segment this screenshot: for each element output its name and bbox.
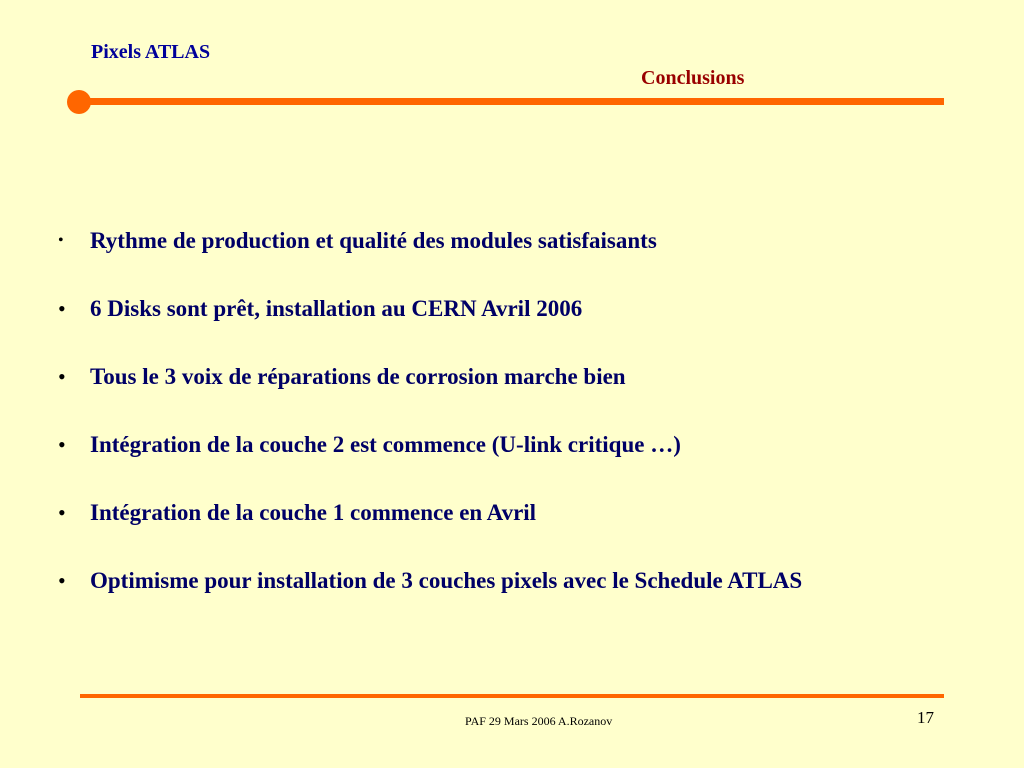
bottom-divider xyxy=(80,694,944,698)
bullet-icon: • xyxy=(58,364,66,389)
page-number: 17 xyxy=(917,708,934,727)
orange-dot-icon xyxy=(67,90,91,114)
bullet-icon: • xyxy=(58,232,64,249)
bullet-icon: • xyxy=(58,500,66,525)
top-divider xyxy=(78,98,944,105)
list-item xyxy=(58,293,582,325)
list-item xyxy=(58,361,626,393)
bullet-text: Rythme de production et qualité des modules satisfaisants xyxy=(90,228,657,253)
bullet-text: Optimisme pour installation de 3 couches pixels avec le Schedule ATLAS xyxy=(90,568,803,593)
list-item xyxy=(58,565,802,597)
list-item xyxy=(58,497,536,529)
list-item xyxy=(58,429,681,461)
footer-text: PAF 29 Mars 2006 A.Rozanov xyxy=(465,714,613,728)
bullet-text: Intégration de la couche 1 commence en Avril xyxy=(90,500,537,525)
bullet-icon: • xyxy=(58,296,66,321)
list-item xyxy=(58,225,657,257)
bullet-icon: • xyxy=(58,432,66,457)
bullet-text: Intégration de la couche 2 est commence (U-link critique …) xyxy=(90,432,681,457)
bullet-text: 6 Disks sont prêt, installation au CERN Avril 2006 xyxy=(90,296,583,321)
slide-title: Conclusions xyxy=(641,67,745,89)
bullet-text: Tous le 3 voix de réparations de corrosion marche bien xyxy=(90,364,626,389)
header-title: Pixels ATLAS xyxy=(91,41,211,63)
bullet-icon: • xyxy=(58,568,66,593)
